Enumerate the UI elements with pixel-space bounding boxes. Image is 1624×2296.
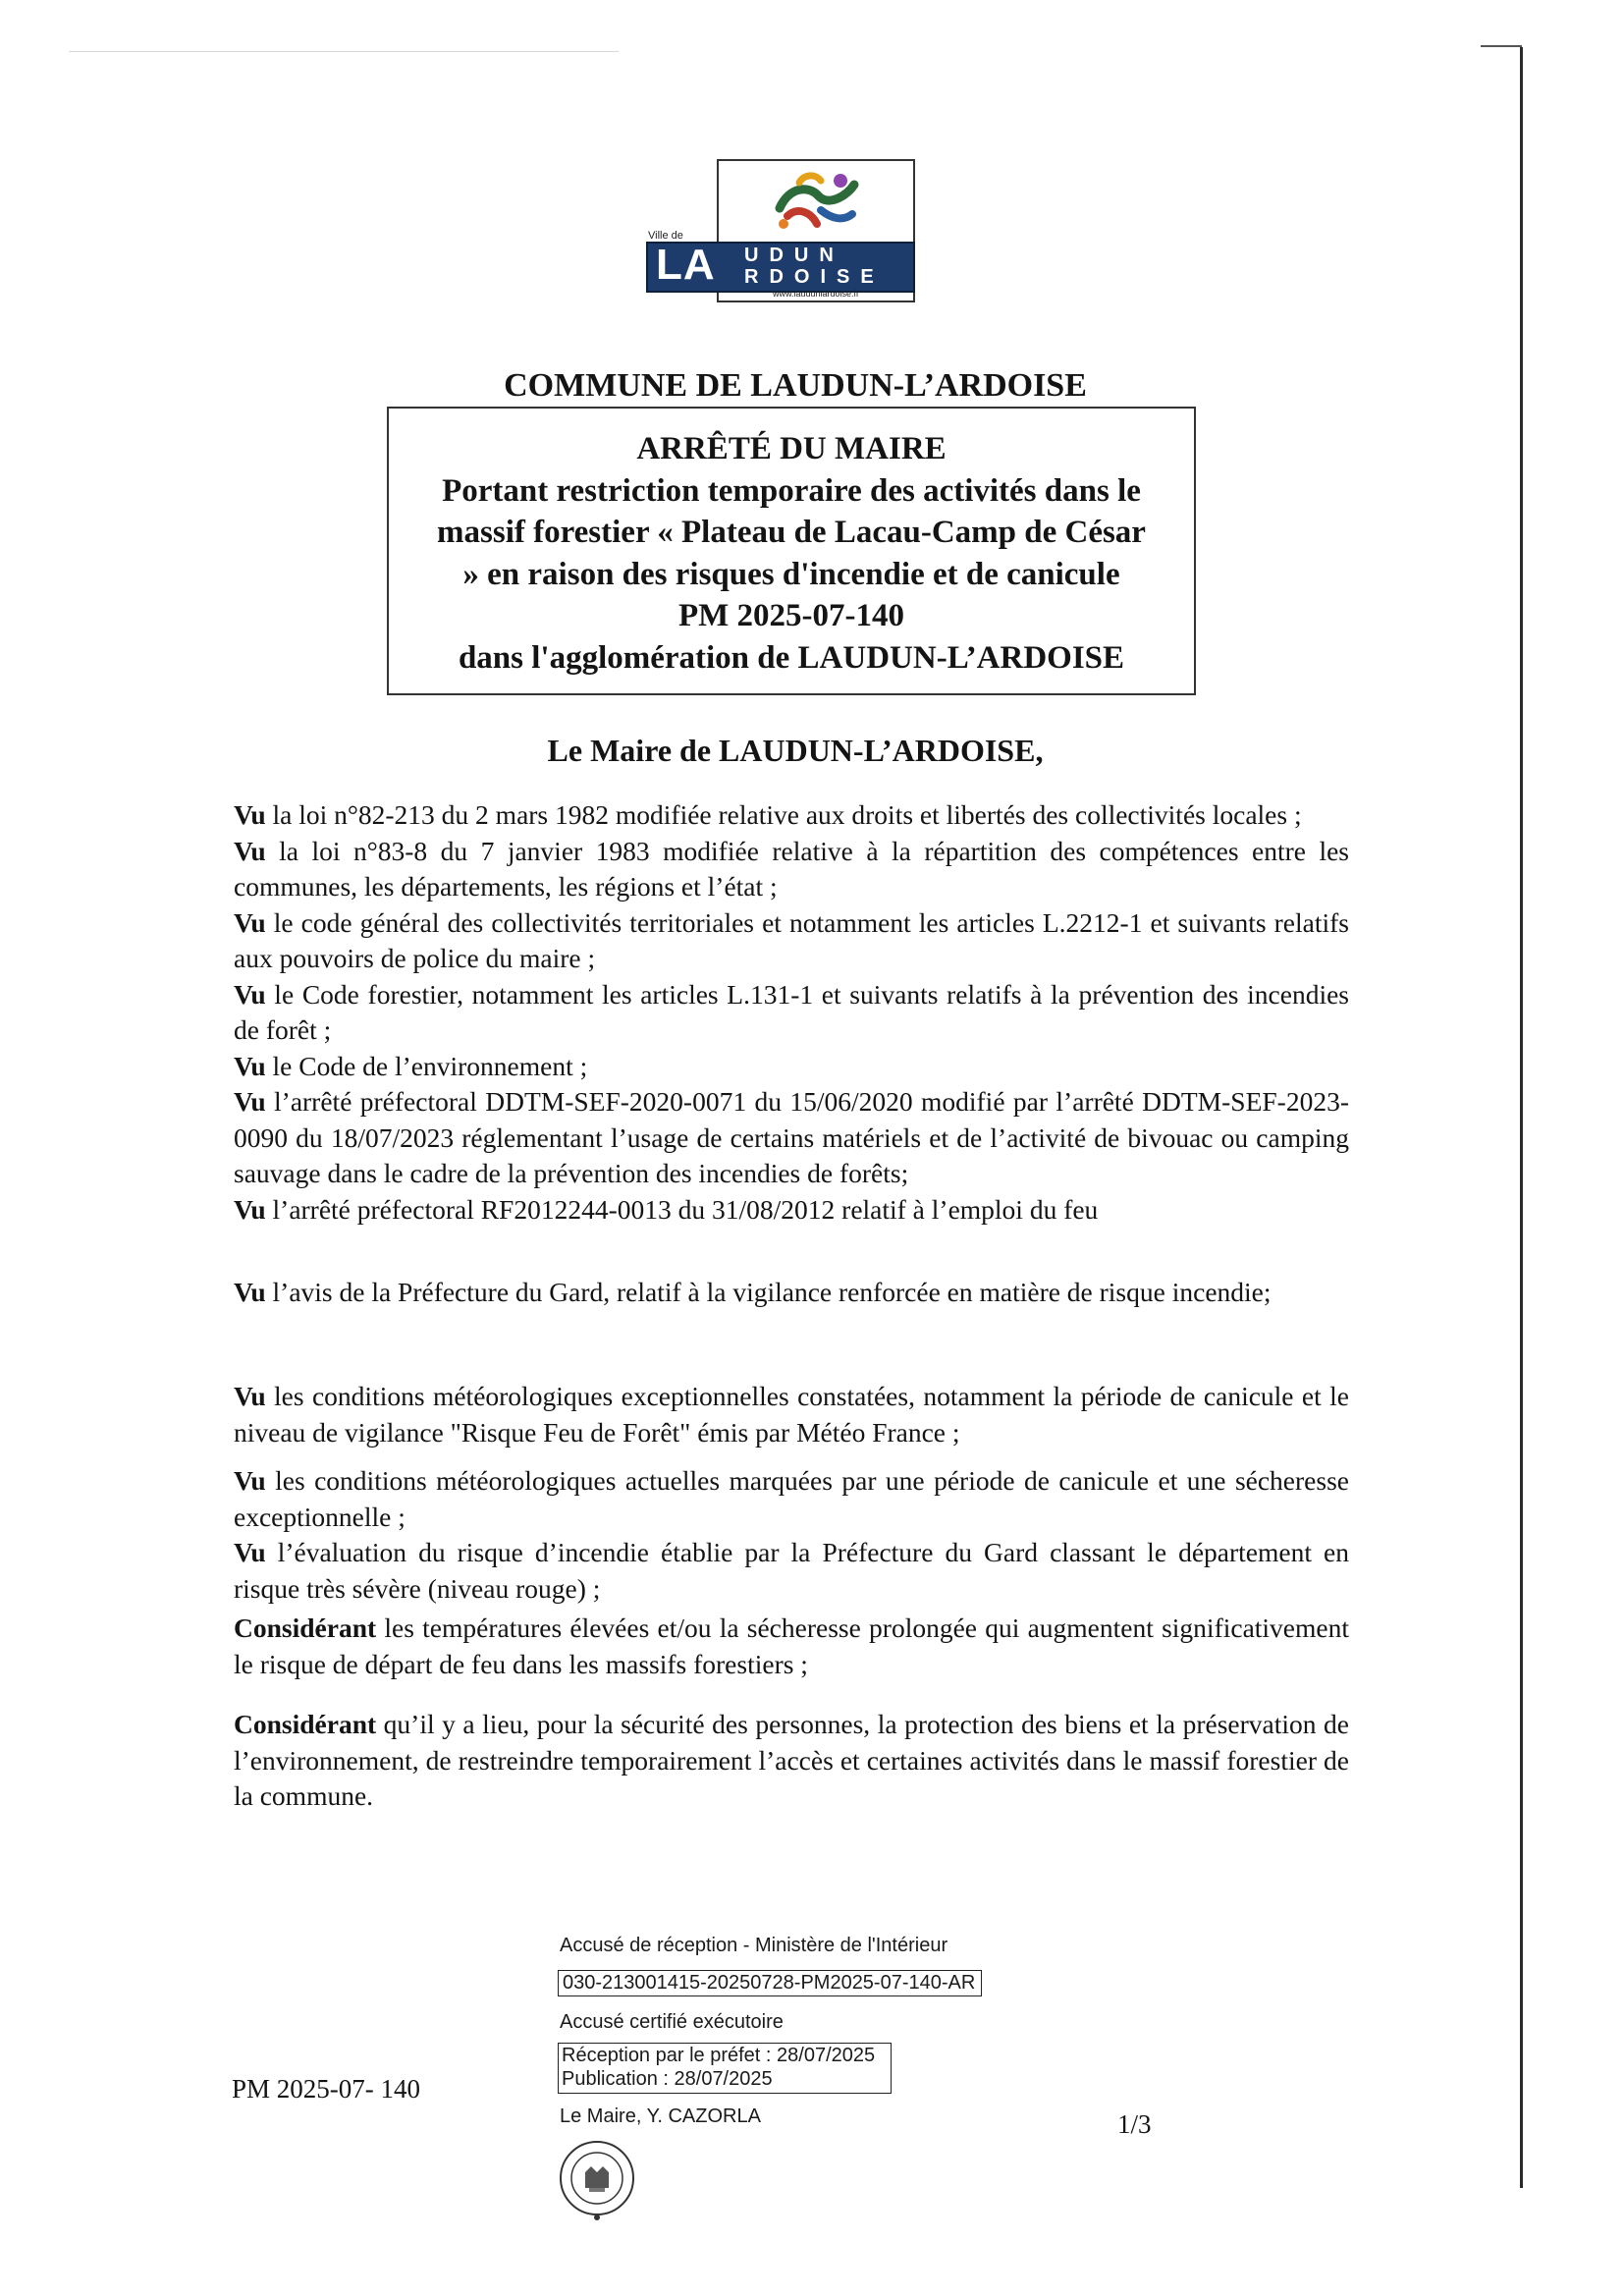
visa-keyword: Vu bbox=[234, 1050, 266, 1081]
visa-paragraph bbox=[234, 1192, 1349, 1229]
considerant-text: les températures élevées et/ou la sécheresse prolongée qui augmentent significativement le risque de départ de feu dans les massifs forestiers ; bbox=[234, 1613, 1349, 1679]
visa-keyword: Vu bbox=[234, 1193, 266, 1225]
considerant-keyword: Considérant bbox=[234, 1613, 377, 1643]
commune-heading: COMMUNE DE LAUDUN-L’ARDOISE bbox=[504, 367, 1087, 404]
visa-paragraph bbox=[234, 797, 1349, 834]
visa-keyword: Vu bbox=[234, 799, 266, 830]
visa-keyword: Vu bbox=[234, 1465, 266, 1496]
stamp-dates-box bbox=[558, 2043, 892, 2094]
visa-text: la loi n°82-213 du 2 mars 1982 modifiée relative aux droits et libertés des collectivités locales ; bbox=[265, 799, 1302, 830]
considerant-text: qu’il y a lieu, pour la sécurité des personnes, la protection des biens et la préservation de l’environnement, de restreindre temporairement l’accès et certaines activités dans le massif forestier de la commune. bbox=[234, 1709, 1349, 1811]
visa-text: l’arrêté préfectoral DDTM-SEF-2020-0071 du 15/06/2020 modifié par l’arrêté DDTM-SEF-2023-0090 du 18/07/2023 réglementant l’usage de certains matériels et de l’activité de bivouac ou camping sauvage dans le cadre de la prévention des incendies de forêts; bbox=[234, 1086, 1349, 1188]
mayor-seal-icon bbox=[556, 2139, 638, 2223]
pm-reference: PM 2025-07- 140 bbox=[232, 2074, 421, 2104]
visa-keyword: Vu bbox=[234, 1381, 266, 1411]
stamp-id: 030-213001415-20250728-PM2025-07-140-AR bbox=[558, 1970, 982, 1996]
town-logo bbox=[642, 159, 913, 304]
visa-paragraph bbox=[234, 1463, 1349, 1535]
logo-la: LA bbox=[656, 241, 716, 289]
arrete-title-box bbox=[387, 407, 1196, 695]
visa-keyword: Vu bbox=[234, 835, 266, 866]
stamp-certif: Accusé certifié exécutoire bbox=[560, 2011, 784, 2033]
considerant-keyword: Considérant bbox=[234, 1709, 377, 1739]
title-line: » en raison des risques d'incendie et de canicule bbox=[462, 556, 1120, 592]
visa-paragraph bbox=[234, 1084, 1349, 1192]
scan-edge-top bbox=[1481, 45, 1522, 47]
visa-keyword: Vu bbox=[234, 1277, 266, 1307]
visa-text: le Code forestier, notamment les articles L.131-1 et suivants relatifs à la prévention des incendies de forêt ; bbox=[234, 978, 1349, 1045]
visa-paragraph bbox=[234, 1535, 1349, 1607]
maire-intro: Le Maire de LAUDUN-L’ARDOISE, bbox=[547, 733, 1044, 768]
visa-text: les conditions météorologiques actuelles marquées par une période de canicule et une sécheresse exceptionnelle ; bbox=[234, 1465, 1349, 1532]
visa-paragraph bbox=[234, 834, 1349, 905]
logo-line2: RDOISE bbox=[744, 266, 885, 288]
stamp-maire: Le Maire, Y. CAZORLA bbox=[560, 2105, 761, 2127]
conditions-paragraph bbox=[234, 1379, 1349, 1450]
arrete-title bbox=[389, 428, 1194, 679]
visa-keyword: Vu bbox=[234, 978, 266, 1010]
title-line: Portant restriction temporaire des activités dans le bbox=[442, 472, 1141, 509]
title-line: dans l'agglomération de LAUDUN-L’ARDOISE bbox=[458, 639, 1125, 676]
stamp-publication: Publication : 28/07/2025 bbox=[562, 2068, 773, 2090]
title-line: massif forestier « Plateau de Lacau-Camp de César bbox=[437, 515, 1146, 550]
scan-artifact bbox=[69, 51, 619, 52]
visa-text: la loi n°83-8 du 7 janvier 1983 modifiée relative à la répartition des compétences entre les communes, les départements, les régions et l’état ; bbox=[234, 835, 1349, 902]
visa-keyword: Vu bbox=[234, 906, 266, 938]
visa-keyword: Vu bbox=[234, 1537, 266, 1567]
visa-paragraph bbox=[234, 1049, 1349, 1085]
visa-text: le Code de l’environnement ; bbox=[265, 1050, 588, 1081]
title-line: PM 2025-07-140 bbox=[677, 598, 905, 633]
logo-line1: UDUN bbox=[744, 245, 844, 266]
page-number: 1/3 bbox=[1117, 2109, 1152, 2139]
logo-ville-label: Ville de bbox=[648, 230, 683, 242]
title-line: ARRÊTÉ DU MAIRE bbox=[636, 431, 947, 466]
stamp-reception: Réception par le préfet : 28/07/2025 bbox=[562, 2045, 876, 2066]
visa-keyword: Vu bbox=[234, 1086, 266, 1117]
logo-url: www.laudunlardoise.fr bbox=[772, 289, 860, 299]
visas-block bbox=[234, 797, 1349, 1228]
visa-text: l’arrêté préfectoral RF2012244-0013 du 31/08/2012 relatif à l’emploi du feu bbox=[265, 1193, 1099, 1225]
stamp-header: Accusé de réception - Ministère de l'Intérieur bbox=[560, 1935, 948, 1956]
considerant-paragraph bbox=[234, 1707, 1349, 1815]
avis-paragraph bbox=[234, 1275, 1349, 1311]
visa-paragraph bbox=[234, 977, 1349, 1049]
visa-text: les conditions météorologiques exceptionnelles constatées, notamment la période de canicule et le niveau de vigilance "Risque Feu de Forêt" émis par Météo France ; bbox=[234, 1381, 1349, 1448]
visa-text: l’avis de la Préfecture du Gard, relatif à la vigilance renforcée en matière de risque incendie; bbox=[265, 1277, 1272, 1307]
conditions-block bbox=[234, 1463, 1349, 1607]
scan-edge-line bbox=[1520, 47, 1523, 2188]
visa-text: le code général des collectivités territoriales et notamment les articles L.2212-1 et suivants relatifs aux pouvoirs de police du maire ; bbox=[234, 906, 1349, 973]
visa-paragraph bbox=[234, 905, 1349, 977]
considerant-paragraph bbox=[234, 1611, 1349, 1682]
visa-text: l’évaluation du risque d’incendie établie par la Préfecture du Gard classant le département en risque très sévère (niveau rouge) ; bbox=[234, 1537, 1349, 1604]
logo-figure-icon bbox=[760, 167, 868, 242]
